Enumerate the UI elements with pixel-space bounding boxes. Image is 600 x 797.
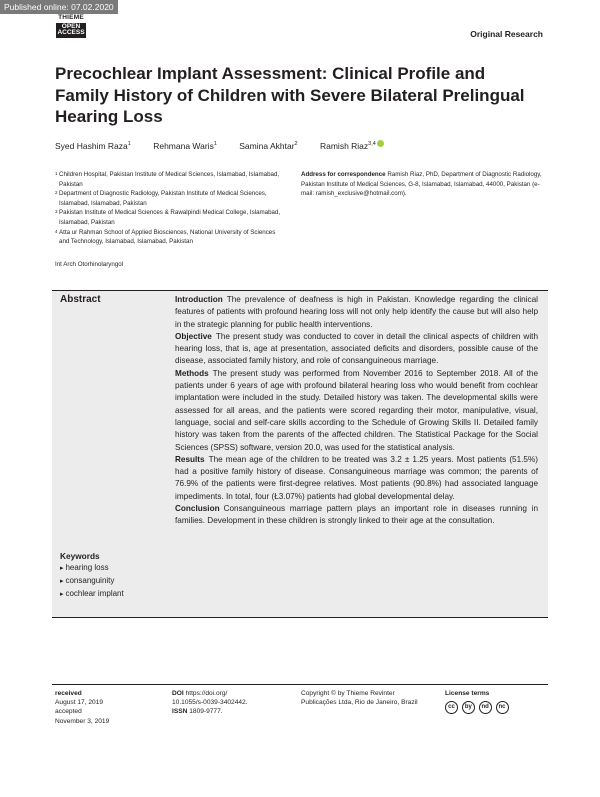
section-label: Methods — [175, 368, 209, 378]
section-text: The present study was conducted to cover in detail the clinical aspects of children with hearing loss, that is, age at presentation, associated deficits and disorders, possible cause of the disease, associated family history, and role of consanguineous marriage. — [175, 331, 538, 366]
section-label: Results — [175, 454, 205, 464]
author-affil-sup: 3,4 — [368, 141, 376, 148]
cc-nd-icon: nd — [479, 701, 492, 714]
affiliation-text: Pakistan Institute of Medical Sciences & Rawalpindi Medical College, Islamabad, Islamabad, Pakistan — [59, 209, 281, 226]
logo-thieme-text: THIEME — [58, 14, 84, 21]
author-affil-sup: 1 — [213, 141, 217, 148]
copyright-block — [301, 689, 418, 707]
affiliation — [55, 208, 285, 227]
doi-label: DOI — [172, 690, 184, 697]
keyword-item: ▸ cochlear implant — [60, 588, 124, 601]
published-online-stamp: Published online: 07.02.2020 — [0, 0, 118, 14]
cc-nc-icon: nc — [496, 701, 509, 714]
cc-icon: cc — [445, 701, 458, 714]
received-label: received — [55, 690, 82, 697]
received-date: August 17, 2019 — [55, 699, 104, 707]
affiliation-text: Atta ur Rahman School of Applied Biosciences, National University of Sciences and Technology, Islamabad, Islamabad, Pakistan — [59, 228, 276, 246]
author-name: Rehmana Waris — [153, 141, 214, 151]
keywords-list — [60, 550, 124, 601]
license-icons[interactable] — [445, 701, 511, 714]
section-text: The mean age of the children to be treated was 3.2 ± 1.25 years. Most patients (51.5%) had a positive family history of disease. Consanguineous marriage was common; the parents of 76.9% of the patients were first-degree relatives. Most patients (90.8%) had associated language impediments. In total, four (Ł3.07%) patients had global developmental delay. — [175, 454, 538, 501]
section-text: The prevalence of deafness is high in Pakistan. Knowledge regarding the clinical features of patients with profound hearing loss will not only help identify the cause but will also help in the strategic planning for public health interventions. — [175, 295, 538, 329]
affiliation-text: Department of Diagnostic Radiology, Pakistan Institute of Medical Sciences, Islamabad, Islamabad, Pakistan — [59, 190, 267, 207]
issn-label: ISSN — [172, 708, 188, 716]
doi-value[interactable]: 10.1055/s-0039-3402442. — [172, 699, 248, 707]
publisher-line: Publicações Ltda, Rio de Janeiro, Brazil — [301, 699, 418, 707]
correspondence-address — [301, 170, 551, 199]
section-text: Consanguineous marriage pattern plays an important role in diseases running in families. Development in these children is strongly linked to their age at the consultation. — [175, 504, 538, 526]
correspondence-text: Ramish Riaz, PhD, Department of Diagnostic Radiology, Pakistan Institute of Medical Sciences, G-8, Islamabad, Islamabad, 44000, Pakistan (e-mail: ramish_exclusive@hotmail.com). — [301, 171, 542, 198]
abstract-body — [175, 294, 538, 528]
journal-citation: Int Arch Otorhinolaryngol — [55, 261, 124, 268]
author[interactable] — [320, 141, 384, 151]
abstract-section-methods — [175, 368, 538, 454]
affiliation-number: 2 — [55, 190, 58, 196]
article-title: Precochlear Implant Assessment: Clinical Profile and Family History of Children with Severe Bilateral Prelingual Hearing Loss — [55, 64, 525, 126]
article-dates — [55, 689, 109, 726]
affiliation — [55, 170, 285, 189]
thieme-open-access-logo — [56, 15, 86, 38]
section-label: Conclusion — [175, 504, 220, 514]
author-name: Ramish Riaz — [319, 141, 369, 151]
abstract-section-results — [175, 454, 538, 503]
copyright-line: Copyright © by Thieme Revinter — [301, 690, 395, 697]
affiliation-number: 1 — [55, 171, 58, 176]
issn-value: 1809-9777. — [189, 708, 223, 716]
license-block — [445, 689, 511, 714]
doi-block — [172, 689, 248, 717]
author[interactable] — [153, 141, 217, 151]
keyword-item: ▸ hearing loss — [60, 562, 124, 575]
affiliation — [55, 228, 285, 247]
license-label[interactable]: License terms — [445, 690, 490, 697]
abstract-section-objective — [175, 331, 538, 368]
cc-by-icon: by — [462, 701, 475, 714]
accepted-label: accepted — [55, 708, 82, 716]
footer-divider — [52, 684, 548, 685]
author-affil-sup: 1 — [127, 141, 131, 148]
author-name: Syed Hashim Raza — [55, 141, 128, 151]
accepted-date: November 3, 2019 — [55, 717, 110, 725]
affiliation-number: 3 — [55, 209, 58, 215]
orcid-icon[interactable] — [377, 140, 384, 147]
keywords-heading: Keywords — [60, 551, 100, 561]
author[interactable] — [55, 141, 131, 151]
article-type: Original Research — [470, 29, 543, 39]
logo-access-text: ACCESS — [57, 29, 85, 36]
affiliations — [55, 170, 285, 247]
correspondence-label: Address for correspondence — [301, 171, 386, 178]
author-list — [55, 140, 404, 151]
affiliation-number: 4 — [55, 228, 58, 234]
logo-open-text: OPEN — [61, 22, 81, 30]
author[interactable] — [239, 141, 297, 151]
section-label: Objective — [175, 331, 212, 341]
abstract-section-introduction — [175, 294, 538, 331]
abstract-section-conclusion — [175, 503, 538, 528]
section-label: Introduction — [175, 295, 223, 304]
author-name: Samina Akhtar — [239, 141, 295, 151]
logo-open-access-box — [56, 23, 86, 38]
abstract-heading: Abstract — [60, 294, 101, 305]
doi-link[interactable]: https://doi.org/ — [185, 690, 228, 697]
section-text: The present study was performed from November 2016 to September 2018. All of the patients under 6 years of age with profound bilateral hearing loss who would benefit from cochlear implantation were included in the study. Detailed history was taken. The developmental skills were assessed for all areas, and the patients were scored regarding their motor, manipulative, visual, language, social and self-care skills according to the Schedule of Growing Skills II. Detailed family history was taken from the parents of the affected children. The Statistical Package for the Social Sciences (SPSS) software, version 20.0, was used for the statistical analysis. — [175, 368, 538, 452]
affiliation — [55, 189, 285, 208]
keyword-item: ▸ consanguinity — [60, 575, 124, 588]
affiliation-text: Children Hospital, Pakistan Institute of Medical Sciences, Islamabad, Islamabad, Pakistan — [59, 171, 280, 188]
author-affil-sup: 2 — [294, 141, 298, 148]
